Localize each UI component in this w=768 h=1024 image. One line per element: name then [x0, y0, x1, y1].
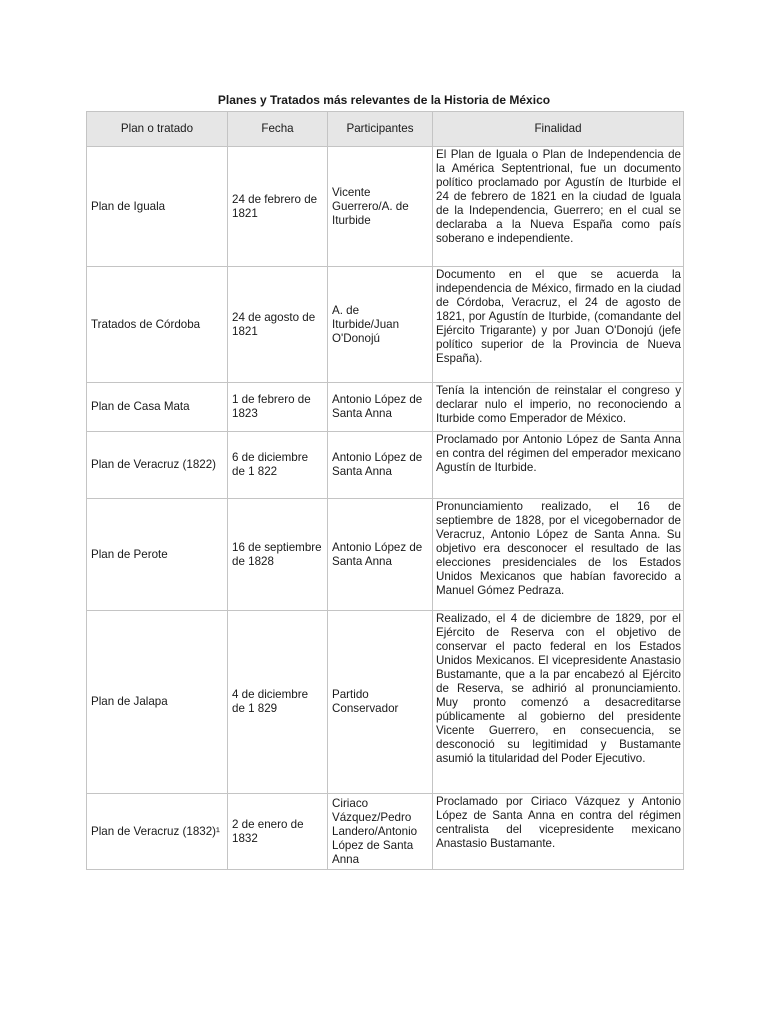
cell-finalidad: Proclamado por Antonio López de Santa Anna en contra del régimen del emperador mexicano Agustín de Iturbide.	[433, 432, 684, 499]
cell-plan: Plan de Veracruz (1822)	[87, 432, 228, 499]
table-row	[87, 432, 684, 499]
cell-plan: Plan de Iguala	[87, 147, 228, 267]
cell-participantes: Antonio López de Santa Anna	[328, 383, 433, 432]
table-row	[87, 499, 684, 611]
cell-participantes: Ciriaco Vázquez/Pedro Landero/Antonio López de Santa Anna	[328, 794, 433, 870]
header-fecha: Fecha	[228, 112, 328, 147]
cell-plan: Plan de Perote	[87, 499, 228, 611]
cell-participantes: A. de Iturbide/Juan O'Donojú	[328, 267, 433, 383]
plans-table	[86, 111, 684, 870]
cell-finalidad: Pronunciamiento realizado, el 16 de septiembre de 1828, por el vicegobernador de Veracruz, Antonio López de Santa Anna. Su objetivo era desconocer el resultado de las elecciones presidenciales de los Estados Unidos Mexicanos que habían favorecido a Manuel Gómez Pedraza.	[433, 499, 684, 611]
cell-plan: Tratados de Córdoba	[87, 267, 228, 383]
cell-fecha: 4 de diciembre de 1 829	[228, 611, 328, 794]
cell-finalidad: Documento en el que se acuerda la independencia de México, firmado en la ciudad de Córdoba, Veracruz, el 24 de agosto de 1821, por Agustín de Iturbide, (comandante del Ejército Trigarante) y por Juan O'Donojú (jefe político superior de la Provincia de Nueva España).	[433, 267, 684, 383]
cell-fecha: 1 de febrero de 1823	[228, 383, 328, 432]
cell-plan: Plan de Veracruz (1832)¹	[87, 794, 228, 870]
header-plan: Plan o tratado	[87, 112, 228, 147]
cell-plan: Plan de Jalapa	[87, 611, 228, 794]
cell-fecha: 24 de agosto de 1821	[228, 267, 328, 383]
header-participantes: Participantes	[328, 112, 433, 147]
cell-fecha: 16 de septiembre de 1828	[228, 499, 328, 611]
cell-finalidad: El Plan de Iguala o Plan de Independencia de la América Septentrional, fue un documento político proclamado por Agustín de Iturbide el 24 de febrero de 1821 en la ciudad de Iguala de la Independencia, Guerrero; en el cual se declaraba a la Nueva España como país soberano e independiente.	[433, 147, 684, 267]
cell-finalidad: Proclamado por Ciriaco Vázquez y Antonio López de Santa Anna en contra del régimen centralista del vicepresidente mexicano Anastasio Bustamante.	[433, 794, 684, 870]
page-title: Planes y Tratados más relevantes de la Historia de México	[217, 93, 551, 107]
cell-plan: Plan de Casa Mata	[87, 383, 228, 432]
table-row	[87, 611, 684, 794]
table-header-row	[87, 112, 684, 147]
cell-participantes: Antonio López de Santa Anna	[328, 499, 433, 611]
cell-fecha: 2 de enero de 1832	[228, 794, 328, 870]
table-row	[87, 147, 684, 267]
cell-fecha: 6 de diciembre de 1 822	[228, 432, 328, 499]
cell-participantes: Antonio López de Santa Anna	[328, 432, 433, 499]
cell-participantes: Vicente Guerrero/A. de Iturbide	[328, 147, 433, 267]
cell-finalidad: Tenía la intención de reinstalar el congreso y declarar nulo el imperio, no reconociendo a Iturbide como Emperador de México.	[433, 383, 684, 432]
cell-finalidad: Realizado, el 4 de diciembre de 1829, por el Ejército de Reserva con el objetivo de conservar el pacto federal en los Estados Unidos Mexicanos. El vicepresidente Anastasio Bustamante, que a la par encabezó al Ejército de Reserva, se adhirió al pronunciamiento. Muy pronto comenzó a desacreditarse públicamente al gobierno del presidente Vicente Guerrero, en consecuencia, se desconoció su legitimidad y Bustamante asumió la titularidad del Poder Ejecutivo.	[433, 611, 684, 794]
header-finalidad: Finalidad	[433, 112, 684, 147]
cell-participantes: Partido Conservador	[328, 611, 433, 794]
table-row	[87, 794, 684, 870]
cell-fecha: 24 de febrero de 1821	[228, 147, 328, 267]
table-row	[87, 383, 684, 432]
table-row	[87, 267, 684, 383]
